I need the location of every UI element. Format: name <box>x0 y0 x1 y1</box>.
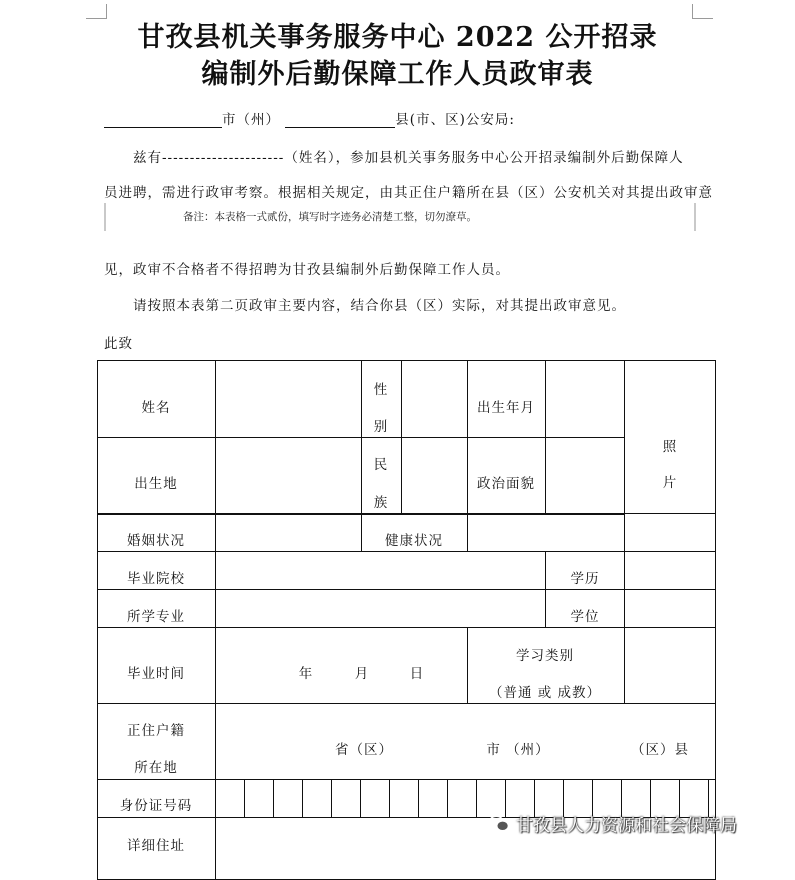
watermark <box>488 811 737 836</box>
marital-input-cell[interactable] <box>215 513 362 552</box>
study-type-label: 学习类别 <box>516 648 574 664</box>
ethnic-input-cell[interactable] <box>401 437 468 515</box>
paragraph-3: 见，政审不合格者不得招聘为甘孜县编制外后勤保障工作人员。 <box>104 262 510 278</box>
photo-label-bottom: 片 <box>662 475 678 491</box>
degree-label: 学位 <box>570 609 600 625</box>
id-number-label: 身份证号码 <box>119 798 193 814</box>
school-input-cell[interactable] <box>215 551 546 590</box>
political-input-cell[interactable] <box>545 437 625 515</box>
closing-text: 此致 <box>104 336 133 352</box>
study-type-input-cell[interactable] <box>624 627 716 704</box>
major-label: 所学专业 <box>127 609 185 625</box>
watermark-text: 甘孜县人力资源和社会保障局 <box>516 816 737 836</box>
education-label: 学历 <box>570 571 600 587</box>
ethnic-label-top: 民 <box>373 457 389 473</box>
gender-input-cell[interactable] <box>401 360 468 438</box>
page-corner-mark-left <box>86 4 107 19</box>
address-label: 详细住址 <box>127 838 185 854</box>
grad-time-input-cell[interactable] <box>215 627 468 704</box>
residence-label-top: 正住户籍 <box>127 723 185 739</box>
grad-year-label: 年 <box>298 666 314 682</box>
paragraph-2: 员进聘，需进行政审考察。根据相关规定，由其正住户籍所在县（区）公安机关对其提出政审意 <box>104 185 713 201</box>
page-corner-mark-right <box>692 4 713 19</box>
ethnic-label-bottom: 族 <box>373 495 389 511</box>
paragraph-1 <box>133 146 684 166</box>
city-prefecture-label: 市 （州） <box>486 742 550 758</box>
paragraph-4: 请按照本表第二页政审主要内容，结合你县（区）实际，对其提出政审意见。 <box>133 298 626 314</box>
photo-label-top: 照 <box>662 439 678 455</box>
health-input-cell[interactable] <box>467 513 625 552</box>
gender-label-bottom: 别 <box>373 419 389 435</box>
wechat-icon <box>488 815 510 833</box>
birth-date-input-cell[interactable] <box>545 360 625 438</box>
title-line-1: 甘孜县机关事务服务中心 2022 公开招录 <box>137 22 658 53</box>
school-label: 毕业院校 <box>127 571 185 587</box>
name-label: 姓名 <box>141 400 171 416</box>
city-blank[interactable] <box>104 113 222 128</box>
name-blank[interactable]: ---------------------- <box>162 150 285 166</box>
title-line-2: 编制外后勤保障工作人员政审表 <box>201 59 594 90</box>
birthplace-input-cell[interactable] <box>215 437 362 515</box>
note-text: 备注：本表格一式贰份，填写时字迹务必清楚工整，切勿潦草。 <box>183 211 477 223</box>
name-input-cell[interactable] <box>215 360 362 438</box>
birthplace-label: 出生地 <box>134 476 178 492</box>
review-form-table <box>97 360 716 880</box>
gender-label-top: 性 <box>373 382 389 398</box>
para1-rest: （姓名），参加县机关事务服务中心公开招录编制外后勤保障人 <box>284 150 684 166</box>
health-label: 健康状况 <box>385 533 443 549</box>
degree-input-cell[interactable] <box>624 589 716 628</box>
row3-blank-cell <box>624 513 716 552</box>
grad-month-label: 月 <box>354 666 370 682</box>
residence-label-bottom: 所在地 <box>134 760 178 776</box>
education-input-cell[interactable] <box>624 551 716 590</box>
city-label: 市（州） <box>222 112 280 128</box>
major-input-cell[interactable] <box>215 589 546 628</box>
para1-prefix: 兹有 <box>133 150 162 166</box>
study-type-hint: （普通 或 成教） <box>488 685 602 701</box>
address-line <box>104 108 515 128</box>
district-label: （区）县 <box>631 742 689 758</box>
county-blank[interactable] <box>285 113 395 128</box>
grad-day-label: 日 <box>409 666 425 682</box>
county-label: 县(市、区)公安局: <box>395 112 515 128</box>
political-label: 政治面貌 <box>477 476 535 492</box>
marital-label: 婚姻状况 <box>127 533 185 549</box>
grad-time-label: 毕业时间 <box>127 666 185 682</box>
birth-date-label: 出生年月 <box>477 400 535 416</box>
province-label: 省（区） <box>335 742 393 758</box>
